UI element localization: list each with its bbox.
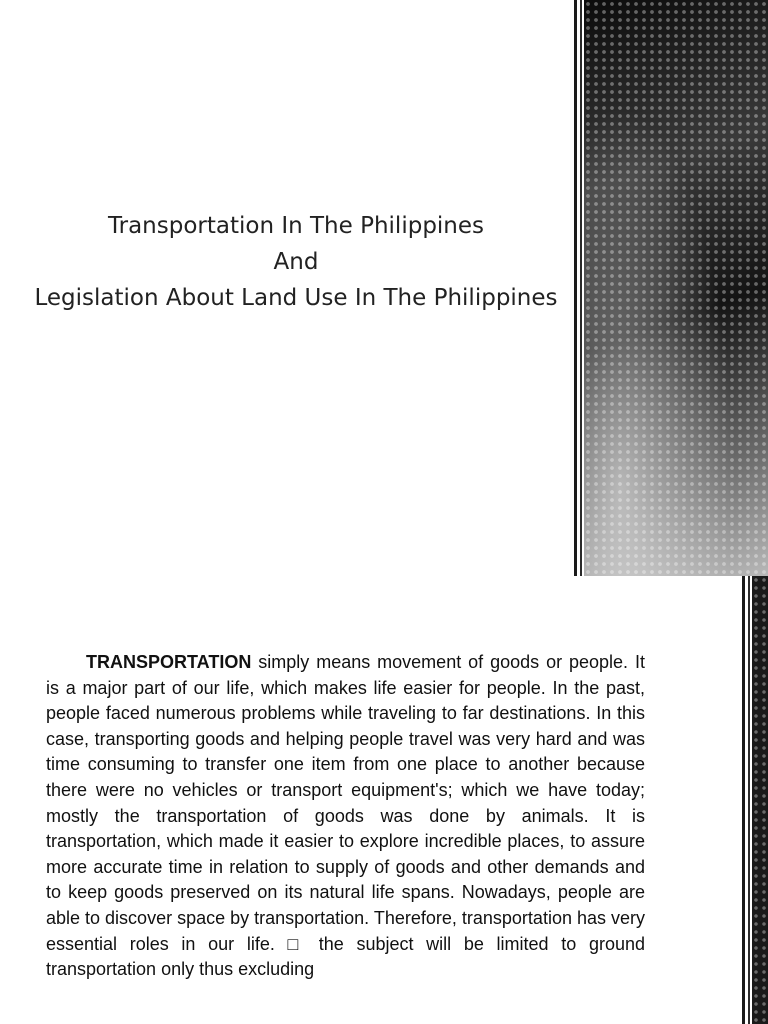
decorative-pattern-panel	[752, 576, 768, 1024]
slide-divider	[742, 576, 745, 1024]
slide-title	[10, 208, 582, 316]
slide-divider	[574, 0, 577, 576]
decorative-pattern-panel	[584, 0, 768, 576]
title-line-2: And	[273, 249, 319, 275]
title-line-1: Transportation In The Philippines	[107, 213, 485, 239]
slide-divider-inner	[748, 576, 750, 1024]
paragraph-text: simply means movement of goods or people. It is a major part of our life, which makes life easier for people. In the past, people faced numerous problems while traveling to far destinations. In this case, transporting goods and helping people travel was very hard and was time consuming to transfer one item from one place to another because there were no vehicles or transport equipment's; which we have today; mostly the transportation of goods was done by animals. It is transportation, which made it easier to explore incredible places, to assure more accurate time in relation to supply of goods and other demands and to keep goods preserved on its natural life spans. Nowadays, people are able to discover space by transportation. Therefore, transportation has very essential roles in our life. □ the subject will be limited to ground transportation only thus excluding	[46, 652, 645, 980]
content-slide	[0, 576, 768, 1024]
title-line-3: Legislation About Land Use In The Philippines	[34, 285, 558, 311]
body-paragraph	[46, 650, 645, 983]
slide-divider-inner	[580, 0, 582, 576]
lead-term: TRANSPORTATION	[86, 652, 252, 672]
